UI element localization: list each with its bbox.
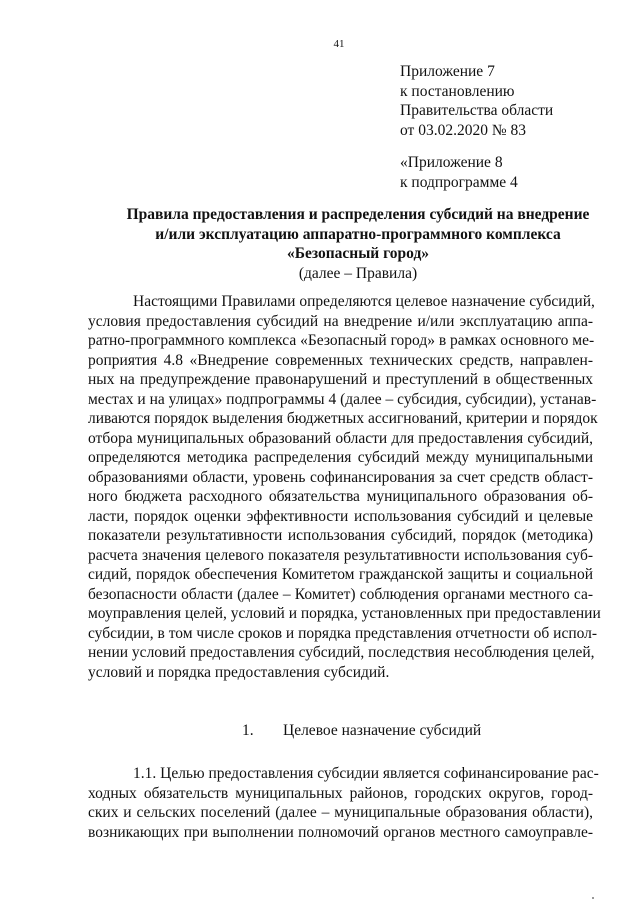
paragraph-line: показатели результативности использования субсидий, порядок (методика): [88, 527, 593, 544]
title-line: и/или эксплуатацию аппаратно-программного комплекса: [155, 225, 561, 243]
paragraph-line: сидий, порядок обеспечения Комитетом гражданской защиты и социальной: [88, 566, 593, 583]
paragraph-line: ратно-программного комплекса «Безопасный город» в рамках основного ме-: [88, 332, 595, 349]
paragraph-line: ливаются порядок выделения бюджетных ассигнований, критерии и порядок: [88, 410, 598, 427]
paragraph-line: образованиями области, уровень софинансирования за счет средств област-: [88, 468, 593, 486]
paragraph-line: моуправления целей, условий и порядка, установленных при предоставлении: [88, 605, 601, 622]
paragraph-line: нении условий предоставления субсидий, последствия несоблюдения целей,: [88, 644, 595, 661]
appendix-7-line: Правительства области: [400, 102, 554, 119]
paragraph-line: условий и порядка предоставления субсидий.: [88, 663, 390, 681]
paragraph-line: безопасности области (далее – Комитет) соблюдения органами местного са-: [88, 585, 593, 603]
appendix-8-line: «Приложение 8: [400, 154, 503, 171]
paragraph-line: субсидии, в том числе сроков и порядка представления отчетности об испол-: [88, 624, 598, 642]
paragraph-line: местах и на улицах» подпрограммы 4 (далее – субсидия, субсидии), устанав-: [88, 390, 597, 408]
appendix-7-line: Приложение 7: [400, 63, 495, 80]
title-subtitle: (далее – Правила): [298, 264, 418, 282]
paragraph-line: отбора муниципальных образований области для предоставления субсидий,: [88, 429, 593, 447]
paragraph-line: роприятия 4.8 «Внедрение современных технических средств, направлен-: [88, 351, 593, 369]
appendix-7-header: [400, 62, 553, 140]
appendix-8-header: [400, 153, 518, 192]
paragraph-line: Настоящими Правилами определяются целевое назначение субсидий,: [133, 293, 595, 310]
paragraph-line: условия предоставления субсидий на внедрение и/или эксплуатацию аппа-: [88, 312, 593, 330]
paragraph-line: определяются методика распределения субсидий между муниципальными: [88, 449, 593, 466]
paragraph-line: 1.1. Целью предоставления субсидии является софинансирование рас-: [133, 765, 599, 782]
appendix-7-line: к постановлению: [400, 82, 515, 100]
appendix-8-line: к подпрограмме 4: [400, 173, 518, 191]
paragraph-line: ных на предупреждение правонарушений и преступлений в общественных: [88, 371, 593, 388]
intro-paragraph: [88, 292, 601, 682]
paragraph-line: возникающих при выполнении полномочий органов местного самоуправле-: [88, 823, 593, 841]
section-title: Целевое назначение субсидий: [283, 722, 482, 739]
section-number: 1.: [242, 722, 254, 739]
paragraph-line: ходных обязательств муниципальных районов, городских округов, город-: [88, 784, 593, 802]
scan-speck: [592, 897, 594, 899]
section-paragraph: [88, 764, 599, 842]
section-heading: [242, 721, 481, 741]
appendix-7-line: от 03.02.2020 № 83: [400, 121, 526, 139]
page-number: 41: [333, 38, 345, 50]
paragraph-line: ного бюджета расходного обязательства муниципального образования об-: [88, 488, 593, 505]
paragraph-line: расчета значения целевого показателя результативности использования суб-: [88, 546, 593, 564]
title-line: Правила предоставления и распределения субсидий на внедрение: [126, 206, 590, 223]
title-line: «Безопасный город»: [286, 245, 430, 262]
document-title: [70, 205, 640, 283]
paragraph-line: ласти, порядок оценки эффективности использования субсидий и целевые: [88, 507, 593, 525]
paragraph-line: ских и сельских поселений (далее – муниципальные образования области),: [88, 804, 593, 821]
